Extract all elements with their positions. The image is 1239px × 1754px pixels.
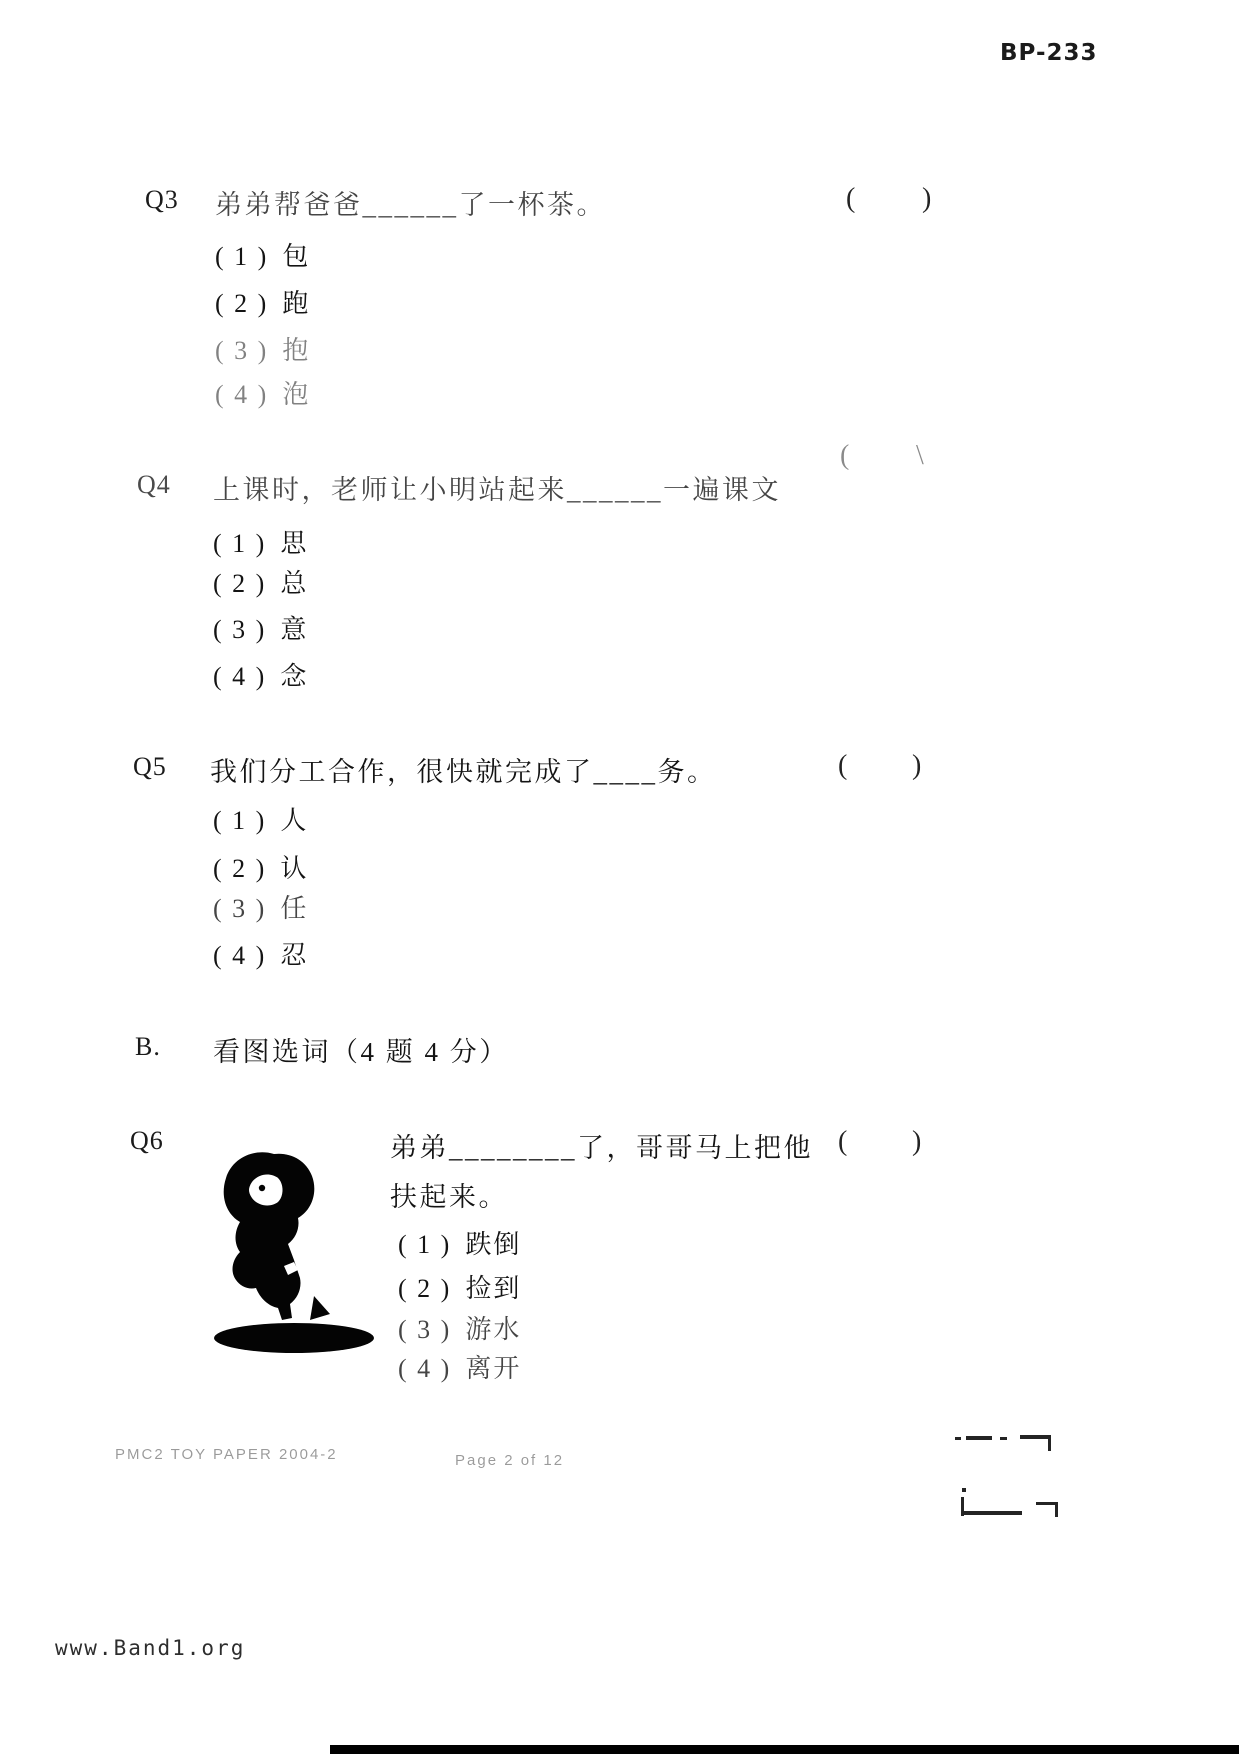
q4-option-2-text: 总 [280,569,309,598]
q5-option-1-text: 人 [280,806,309,835]
q5-option-3-no: ( 3 ) [213,894,267,923]
q4-option-3-text: 意 [280,615,309,644]
q3-option-2-no: ( 2 ) [215,289,269,318]
footer-paper-title: PMC2 TOY PAPER 2004-2 [115,1446,338,1463]
q3-answer-bracket-open: ( [846,183,856,214]
q5-option-2 [213,848,308,885]
q3-option-4-text: 泡 [282,380,311,409]
q3-option-3 [215,330,310,367]
q3-label: Q3 [145,185,179,214]
q6-question-line2: 扶起来。 [390,1182,508,1212]
q4-answer-bracket-open: ( [840,440,850,471]
q6-option-3 [398,1309,521,1346]
q5-option-4-text: 忍 [280,941,309,970]
q6-label: Q6 [130,1126,164,1155]
q6-option-1-text: 跌倒 [465,1230,522,1259]
q5-option-3 [213,888,308,925]
q6-option-2 [398,1268,521,1305]
q4-option-1 [213,523,308,560]
q3-option-3-no: ( 3 ) [215,336,269,365]
q3-option-1 [215,236,310,273]
q6-answer-bracket-open: ( [838,1126,848,1157]
q5-answer-bracket-close: ) [912,750,922,781]
q4-option-3-no: ( 3 ) [213,615,267,644]
q5-answer-bracket-open: ( [838,750,848,781]
q5-option-4 [213,935,308,972]
q3-option-2-text: 跑 [282,289,311,318]
q6-option-2-no: ( 2 ) [398,1274,452,1303]
q4-option-3 [213,609,308,646]
section-b-label: B. [135,1032,161,1061]
q4-option-1-no: ( 1 ) [213,529,267,558]
q6-option-3-text: 游水 [465,1315,522,1344]
q3-option-2 [215,283,310,320]
section-b-title: 看图选词（4 题 4 分） [213,1037,509,1067]
q3-option-1-no: ( 1 ) [215,242,269,271]
q5-option-1 [213,800,308,837]
page-code: BP-233 [1000,40,1098,66]
q4-answer-bracket-close: \ [916,440,924,471]
child-falling-illustration [196,1148,386,1363]
q3-option-4-no: ( 4 ) [215,380,269,409]
q6-option-2-text: 捡到 [465,1274,522,1303]
q6-option-1 [398,1224,521,1261]
q6-option-3-no: ( 3 ) [398,1315,452,1344]
q5-question-text: 我们分工合作，很快就完成了____务。 [210,757,717,787]
q4-option-4-text: 念 [280,662,309,691]
q4-label: Q4 [137,470,171,499]
q3-option-4 [215,374,310,411]
child-falling-svg [196,1148,386,1358]
q6-option-4-text: 离开 [465,1354,522,1383]
q5-option-3-text: 任 [280,894,309,923]
watermark-url: www.Band1.org [55,1636,246,1660]
q6-question-line1: 弟弟________了，哥哥马上把他 [390,1133,813,1163]
q5-label: Q5 [133,752,167,781]
footer-page-number: Page 2 of 12 [455,1452,565,1469]
q4-option-2-no: ( 2 ) [213,569,267,598]
q6-option-4-no: ( 4 ) [398,1354,452,1383]
q6-answer-bracket-close: ) [912,1126,922,1157]
q4-question-text: 上课时，老师让小明站起来______一遍课文 [213,475,781,505]
q5-option-2-text: 认 [280,854,309,883]
q4-option-4 [213,656,308,693]
q3-answer-bracket-close: ) [922,183,932,214]
q4-option-4-no: ( 4 ) [213,662,267,691]
q6-option-4 [398,1348,521,1385]
q5-option-2-no: ( 2 ) [213,854,267,883]
q3-option-1-text: 包 [282,242,311,271]
scan-artifact-bar [330,1745,1239,1754]
q5-option-1-no: ( 1 ) [213,806,267,835]
q4-option-2 [213,563,308,600]
q5-option-4-no: ( 4 ) [213,941,267,970]
q3-option-3-text: 抱 [282,336,311,365]
q3-question-text: 弟弟帮爸爸______了一杯茶。 [215,190,606,220]
q6-option-1-no: ( 1 ) [398,1230,452,1259]
q4-option-1-text: 思 [280,529,309,558]
